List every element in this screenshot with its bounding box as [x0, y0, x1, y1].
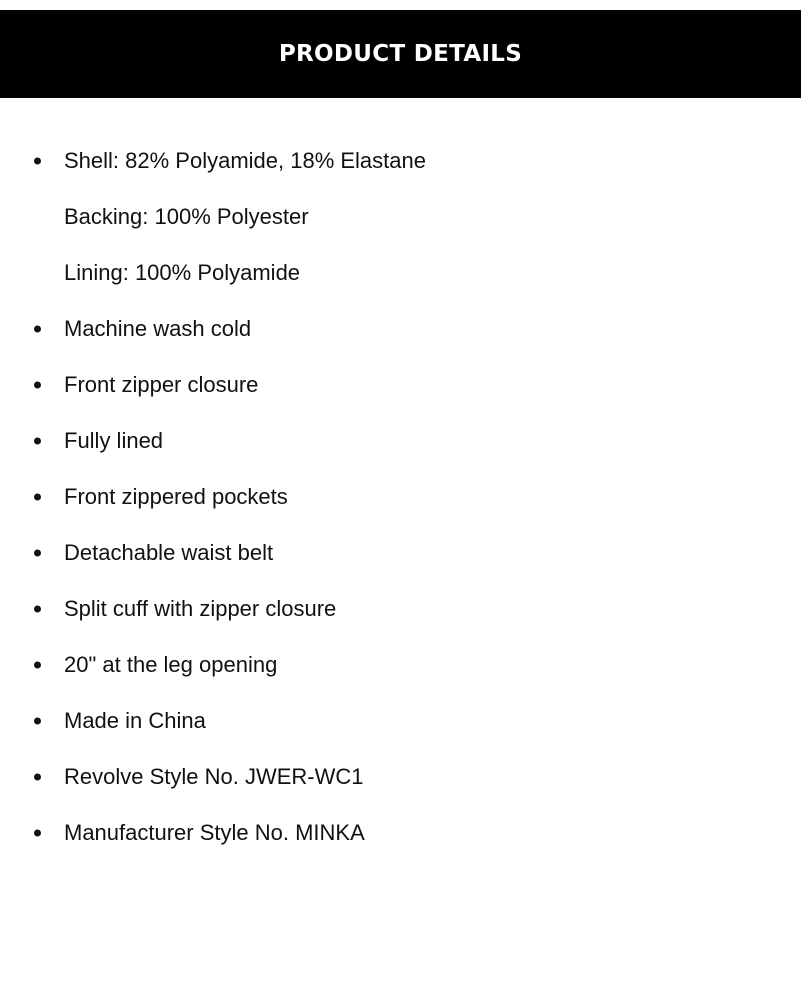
bullet-icon [34, 158, 41, 165]
list-item-text: Detachable waist belt [64, 540, 274, 565]
bullet-icon [34, 550, 41, 557]
list-item [0, 805, 801, 861]
bullet-icon [34, 326, 41, 333]
list-item-text: Lining: 100% Polyamide [64, 260, 301, 285]
list-item-text: Machine wash cold [64, 316, 252, 341]
product-details-list [0, 133, 801, 861]
list-item [0, 245, 801, 301]
list-item [0, 693, 801, 749]
list-item-text: Shell: 82% Polyamide, 18% Elastane [64, 148, 426, 173]
product-details-header [0, 10, 801, 98]
list-item-text: Front zippered pockets [64, 484, 288, 509]
bullet-icon [34, 774, 41, 781]
list-item [0, 133, 801, 189]
list-item-text: Made in China [64, 708, 206, 733]
bullet-icon [34, 718, 41, 725]
bullet-icon [34, 382, 41, 389]
list-item-text: 20" at the leg opening [64, 652, 278, 677]
list-item [0, 357, 801, 413]
page-title: PRODUCT DETAILS [278, 41, 523, 67]
list-item-text: Fully lined [64, 428, 164, 453]
bullet-icon [34, 606, 41, 613]
list-item [0, 581, 801, 637]
list-item [0, 469, 801, 525]
list-item-text: Revolve Style No. JWER-WC1 [64, 764, 364, 789]
list-item [0, 189, 801, 245]
list-item [0, 749, 801, 805]
bullet-icon [34, 494, 41, 501]
list-item [0, 301, 801, 357]
list-item-text: Front zipper closure [64, 372, 259, 397]
bullet-icon [34, 662, 41, 669]
bullet-icon [34, 830, 41, 837]
list-item [0, 413, 801, 469]
list-item [0, 637, 801, 693]
list-item-text: Backing: 100% Polyester [64, 204, 309, 229]
list-item-text: Split cuff with zipper closure [64, 596, 337, 621]
list-item-text: Manufacturer Style No. MINKA [64, 820, 365, 845]
list-item [0, 525, 801, 581]
bullet-icon [34, 438, 41, 445]
